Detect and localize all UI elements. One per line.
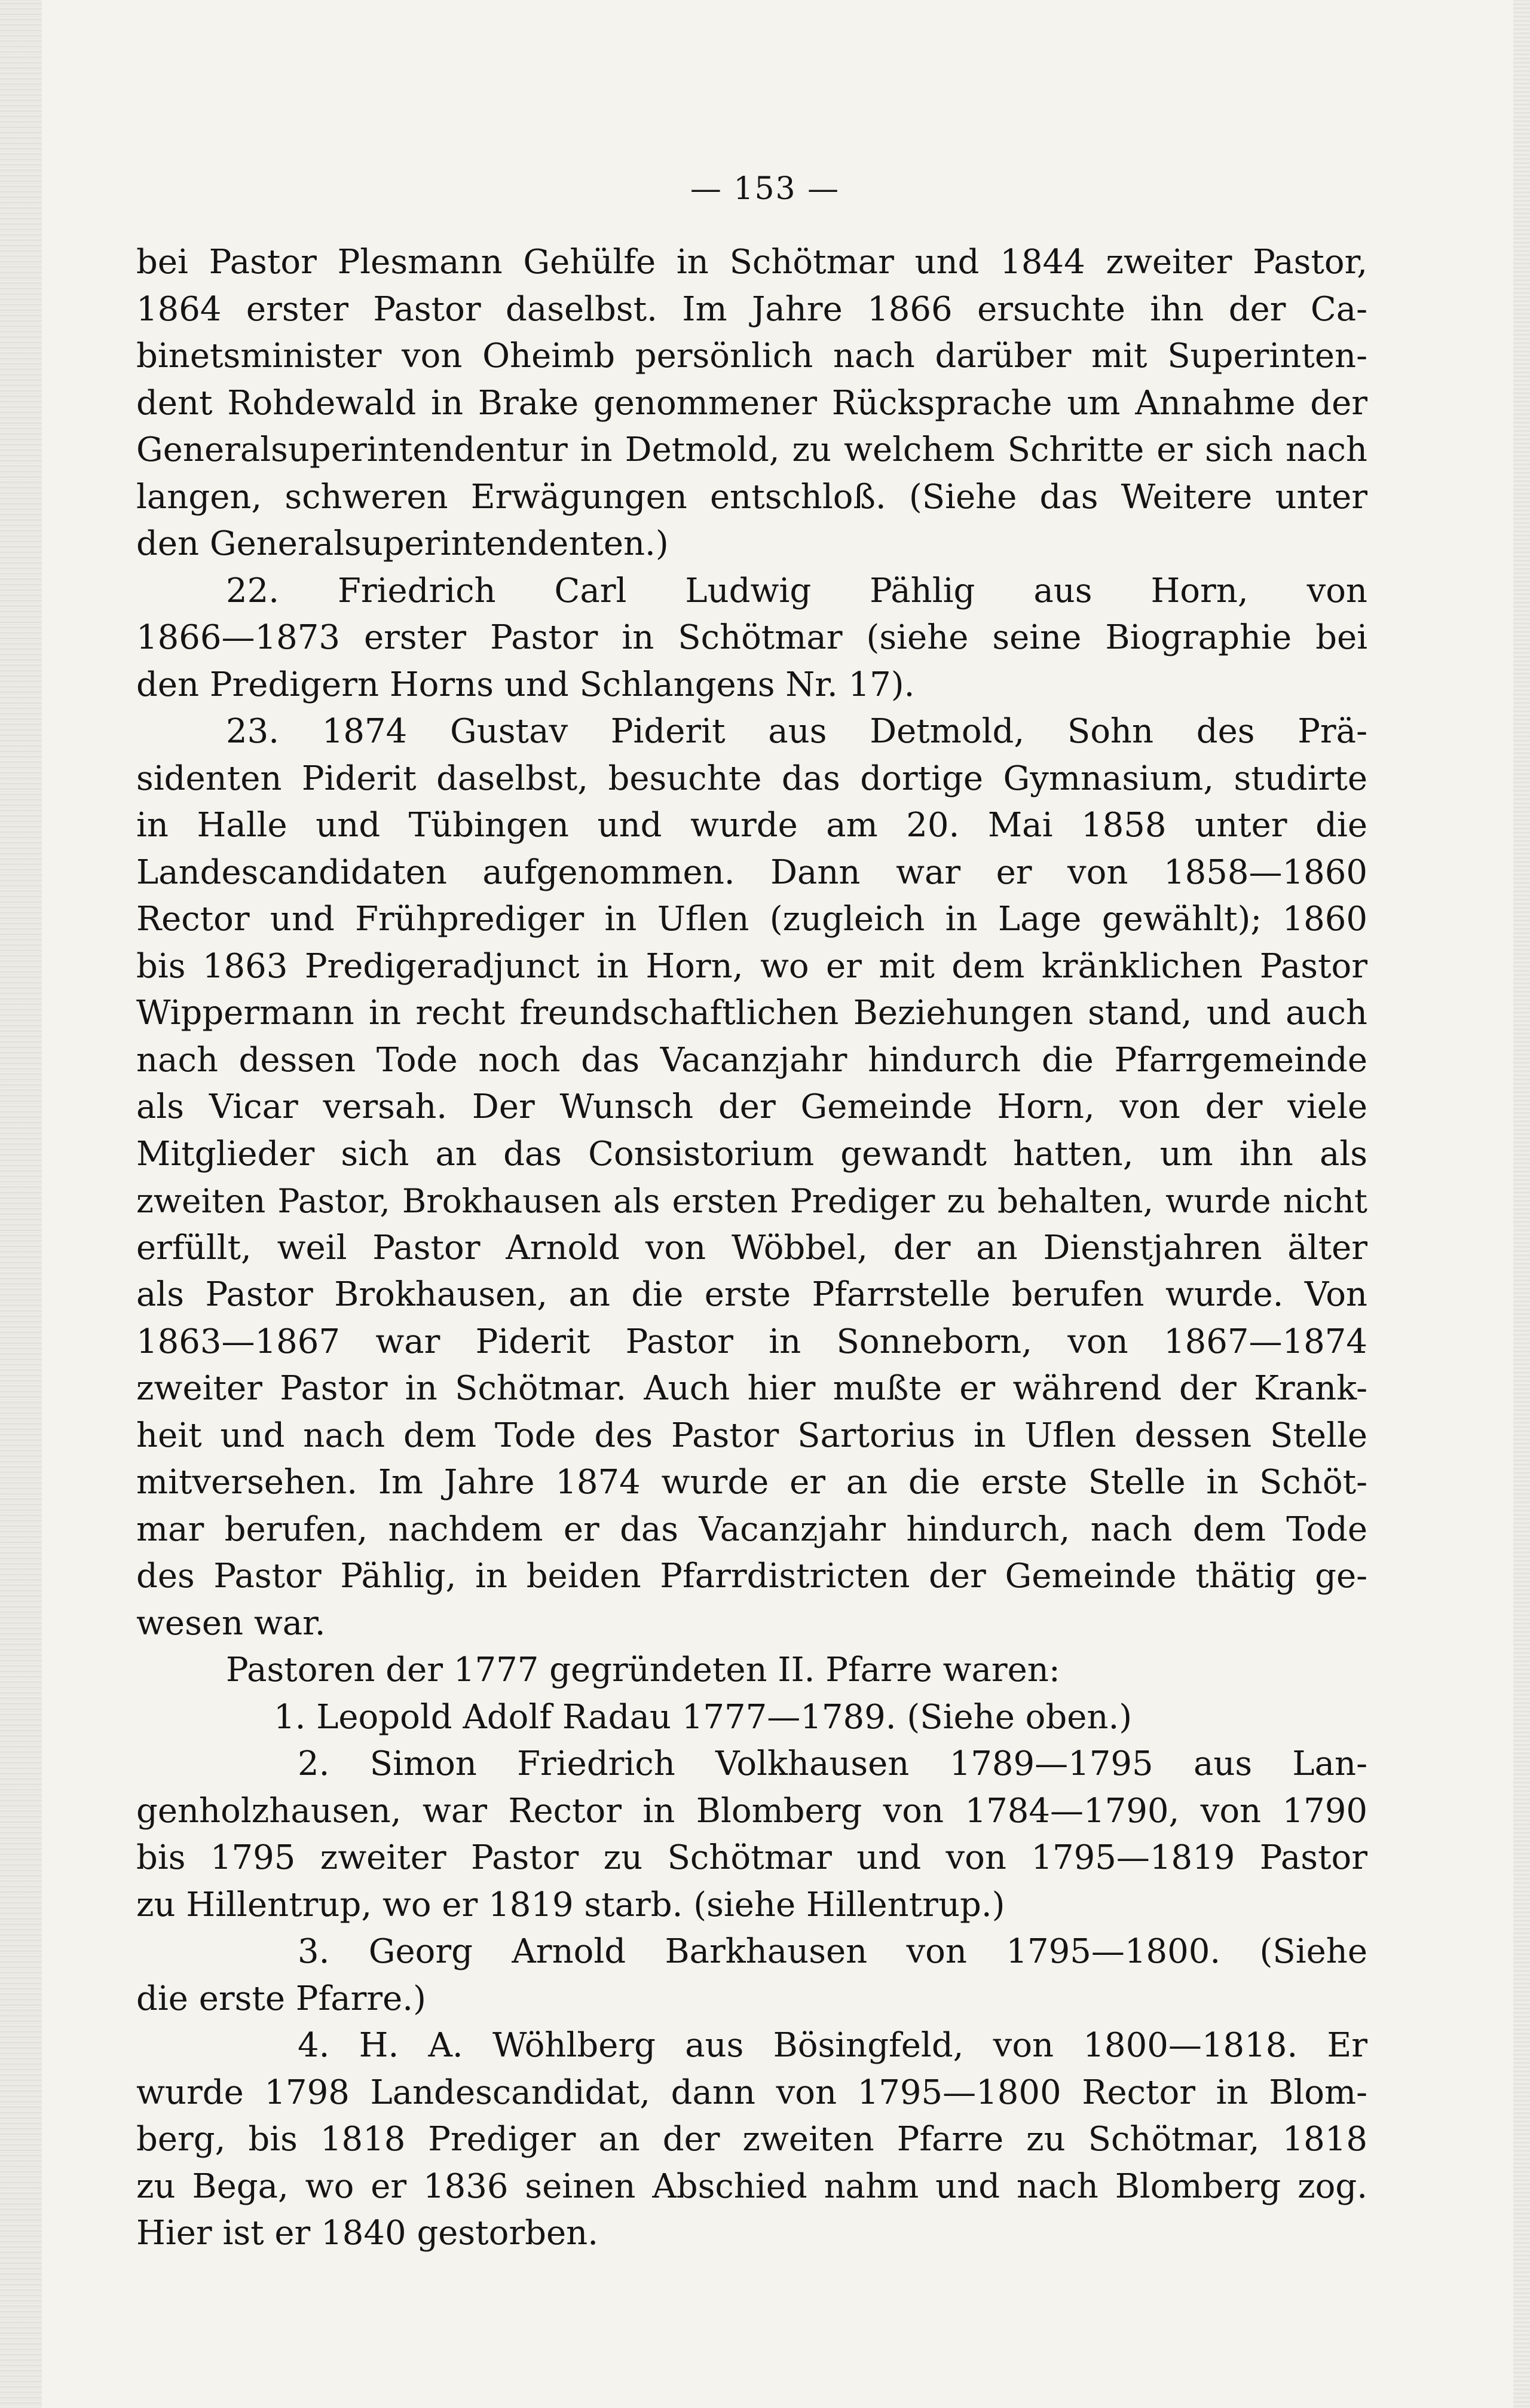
text-line: Rector und Frühprediger in Uflen (zugleich in Lage gewählt); 1860	[136, 900, 1367, 939]
text-line: des Pastor Pählig, in beiden Pfarrdistricten der Gemeinde thätig ge-	[136, 1557, 1367, 1596]
text-line: 1. Leopold Adolf Radau 1777—1789. (Siehe oben.)	[274, 1697, 1133, 1737]
scan-edge-left	[0, 0, 42, 2408]
scan-edge-right	[1513, 0, 1530, 2408]
text-line: 1863—1867 war Piderit Pastor in Sonneborn, von 1867—1874	[136, 1322, 1367, 1361]
text-line: bei Pastor Plesmann Gehülfe in Schötmar und 1844 zweiter Pastor,	[136, 243, 1367, 282]
body-text	[136, 239, 1367, 2257]
text-line: wurde 1798 Landescandidat, dann von 1795—1800 Rector in Blom-	[136, 2073, 1367, 2112]
text-line: berg, bis 1818 Prediger an der zweiten Pfarre zu Schötmar, 1818	[136, 2120, 1367, 2159]
text-line: zweiter Pastor in Schötmar. Auch hier mußte er während der Krank-	[136, 1369, 1367, 1408]
text-line: mar berufen, nachdem er das Vacanzjahr hindurch, nach dem Tode	[136, 1509, 1367, 1549]
text-line: den Generalsuperintendenten.)	[136, 524, 669, 563]
text-line: 1864 erster Pastor daselbst. Im Jahre 1866 ersuchte ihn der Ca-	[136, 289, 1367, 329]
text-line: 4. H. A. Wöhlberg aus Bösingfeld, von 1800—1818. Er	[298, 2026, 1367, 2065]
text-line: langen, schweren Erwägungen entschloß. (Siehe das Weitere unter	[136, 477, 1367, 517]
text-line: zweiten Pastor, Brokhausen als ersten Prediger zu behalten, wurde nicht	[136, 1182, 1367, 1220]
text-line: erfüllt, weil Pastor Arnold von Wöbbel, der an Dienstjahren älter	[136, 1228, 1367, 1267]
text-line: 1866—1873 erster Pastor in Schötmar (siehe seine Biographie bei	[136, 618, 1367, 657]
page-number: — 153 —	[690, 171, 840, 207]
text-line: genholzhausen, war Rector in Blomberg von 1784—1790, von 1790	[136, 1791, 1367, 1831]
text-line: 3. Georg Arnold Barkhausen von 1795—1800. (Siehe	[298, 1932, 1367, 1971]
text-line: Wippermann in recht freundschaftlichen Beziehungen stand, und auch	[136, 994, 1367, 1032]
text-line: bis 1795 zweiter Pastor zu Schötmar und von 1795—1819 Pastor	[136, 1838, 1367, 1877]
text-line: 22. Friedrich Carl Ludwig Pählig aus Horn, von	[226, 571, 1367, 610]
text-line: bis 1863 Predigeradjunct in Horn, wo er mit dem kränklichen Pastor	[136, 946, 1367, 986]
text-line: Mitglieder sich an das Consistorium gewandt hatten, um ihn als	[136, 1134, 1367, 1174]
text-line: binetsminister von Oheimb persönlich nach darüber mit Superinten-	[136, 337, 1367, 375]
text-line: zu Hillentrup, wo er 1819 starb. (siehe Hillentrup.)	[136, 1885, 1005, 1924]
text-line: 23. 1874 Gustav Piderit aus Detmold, Sohn des Prä-	[226, 712, 1367, 751]
text-line: Hier ist er 1840 gestorben.	[136, 2214, 599, 2253]
text-line: nach dessen Tode noch das Vacanzjahr hindurch die Pfarrgemeinde	[136, 1040, 1367, 1080]
text-line: den Predigern Horns und Schlangens Nr. 17).	[136, 665, 915, 704]
text-line: wesen war.	[136, 1603, 326, 1643]
text-line: Landescandidaten aufgenommen. Dann war er von 1858—1860	[136, 852, 1367, 892]
text-line: 2. Simon Friedrich Volkhausen 1789—1795 aus Lan-	[298, 1744, 1367, 1783]
text-line: in Halle und Tübingen und wurde am 20. Mai 1858 unter die	[136, 806, 1367, 845]
text-line: als Vicar versah. Der Wunsch der Gemeinde Horn, von der viele	[136, 1087, 1367, 1126]
text-line: zu Bega, wo er 1836 seinen Abschied nahm und nach Blomberg zog.	[136, 2166, 1367, 2206]
text-line: Pastoren der 1777 gegründeten II. Pfarre waren:	[226, 1651, 1060, 1689]
text-line: mitversehen. Im Jahre 1874 wurde er an die erste Stelle in Schöt-	[136, 1463, 1367, 1502]
text-line: als Pastor Brokhausen, an die erste Pfarrstelle berufen wurde. Von	[136, 1275, 1367, 1314]
text-line: die erste Pfarre.)	[136, 1979, 426, 2018]
text-line: sidenten Piderit daselbst, besuchte das dortige Gymnasium, studirte	[136, 759, 1367, 798]
text-line: dent Rohdewald in Brake genommener Rücksprache um Annahme der	[136, 383, 1367, 423]
text-line: Generalsuperintendentur in Detmold, zu welchem Schritte er sich nach	[136, 430, 1367, 469]
text-line: heit und nach dem Tode des Pastor Sartorius in Uflen dessen Stelle	[136, 1416, 1367, 1455]
